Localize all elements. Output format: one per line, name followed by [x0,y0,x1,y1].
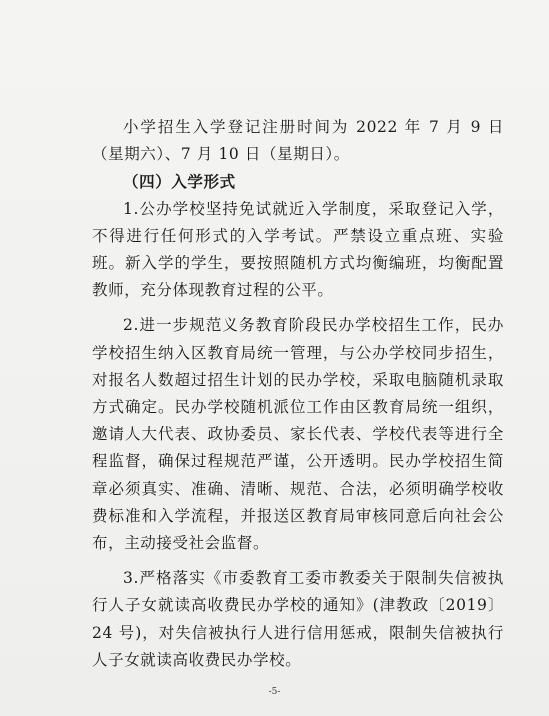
item-2-paragraph: 2.进一步规范义务教育阶段民办学校招生工作，民办学校招生纳入区教育局统一管理，与公办学校同步招生，对报名人数超过招生计划的民办学校，采取电脑随机录取方式确定。民办学校随机派位工作由区教育局统一组织，邀请人大代表、政协委员、家长代表、学校代表等进行全程监督，确保过程规范严谨，公开透明。民办学校招生简章必须真实、准确、清晰、规范、合法，必须明确学校收费标准和入学流程，并报送区教育局审核同意后向社会公布，主动接受社会监督。 [92,316,504,553]
item-3-paragraph: 3.严格落实《市委教育工委市教委关于限制失信被执行人子女就读高收费民办学校的通知》(津教政〔2019〕24 号)，对失信被执行人进行信用惩戒，限制失信被执行人子女就读高收费民办学校。 [92,569,504,669]
item-1-paragraph: 1.公办学校坚持免试就近入学制度，采取登记入学，不得进行任何形式的入学考试。严禁设立重点班、实验班。新入学的学生，要按照随机方式均衡编班，均衡配置教师，充分体现教育过程的公平。 [92,199,504,300]
registration-time-paragraph: 小学招生入学登记注册时间为 2022 年 7 月 9 日（星期六）、7 月 10 日（星期日）。 [92,118,504,164]
page-number: -5- [268,687,281,697]
document-body [92,114,504,674]
paragraph-gap [92,557,504,565]
paragraph-gap [92,304,504,312]
section-heading: （四）入学形式 [123,172,236,192]
